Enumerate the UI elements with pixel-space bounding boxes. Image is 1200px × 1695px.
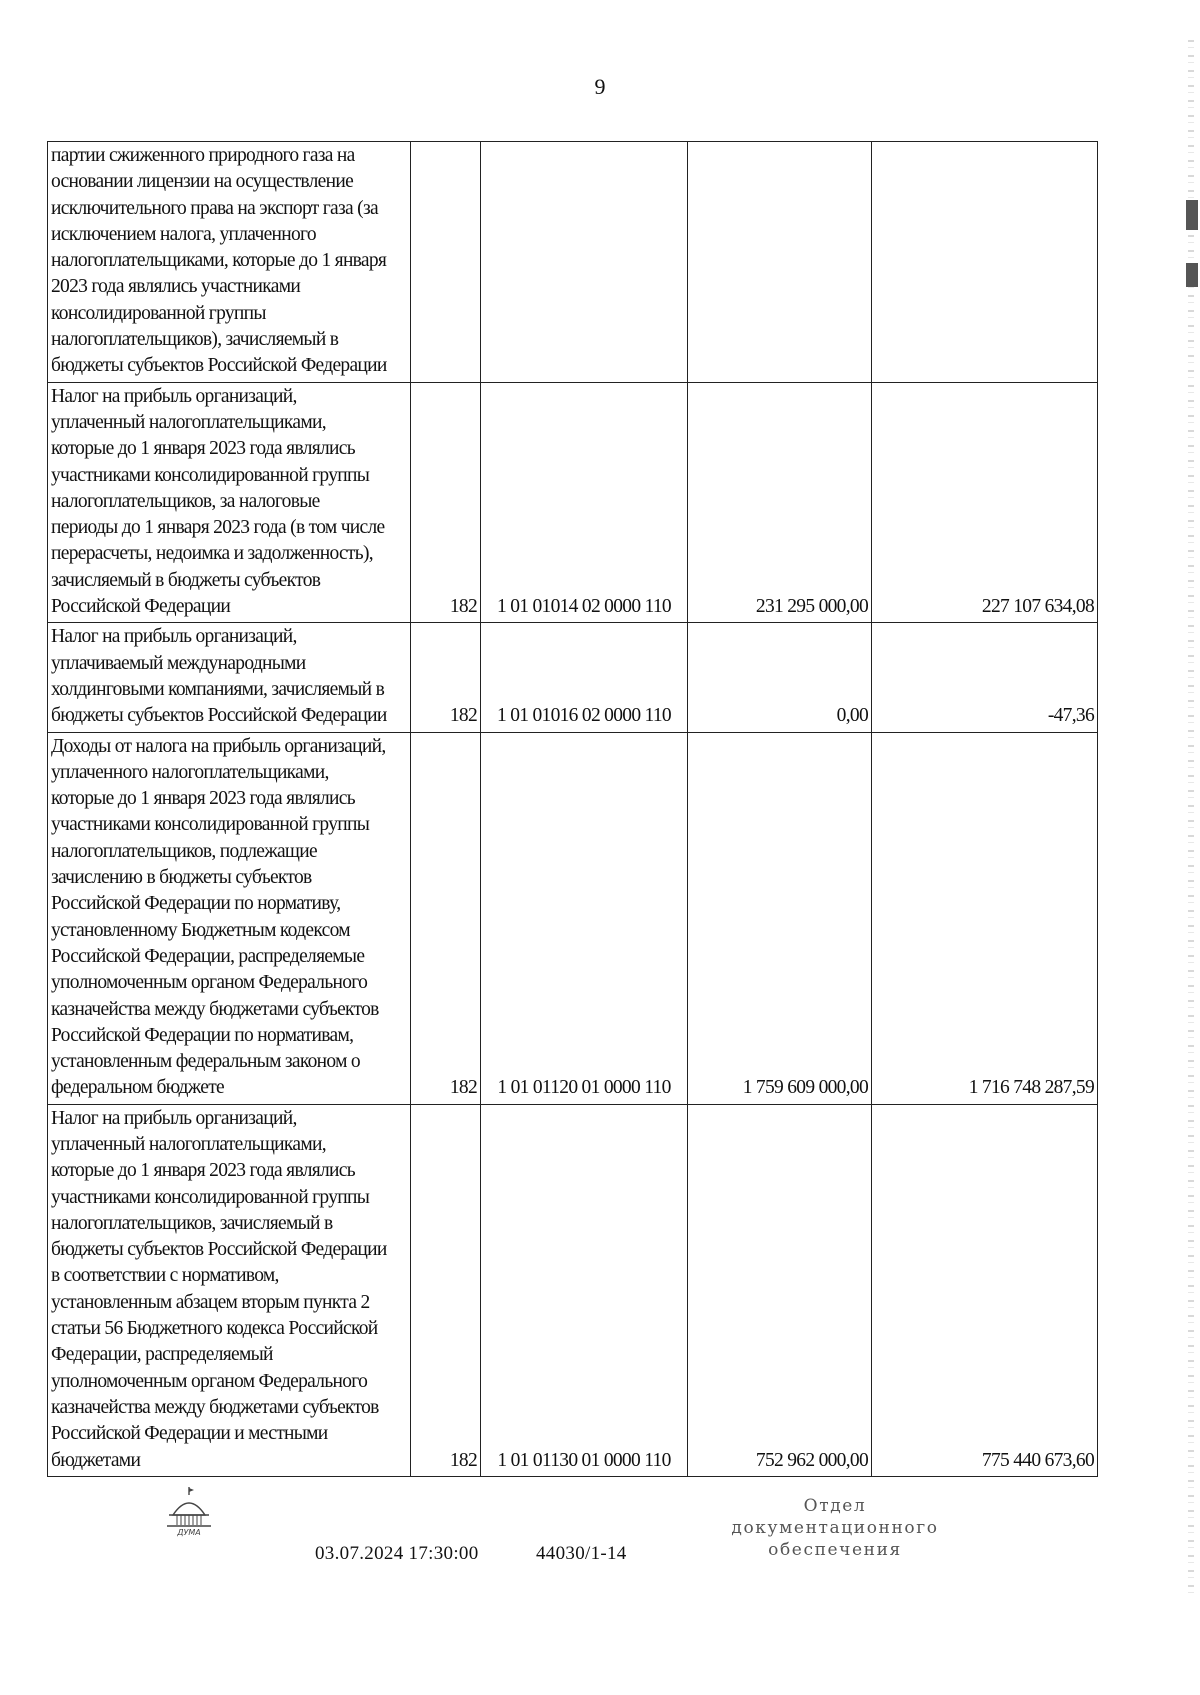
admin-code-cell: 182: [411, 732, 481, 1104]
planned-amount-cell: 0,00: [688, 623, 872, 732]
income-name-cell: партии сжиженного природного газа на основании лицензии на осуществление исключительного права на экспорт газа (за исключением налога, уплаченного налогоплательщиками, которые до 1 января 2023 года являлись участниками консолидированной группы налогоплательщиков), зачисляемый в бюджеты субъектов Российской Федерации: [48, 142, 411, 383]
department-stamp: [700, 1495, 970, 1561]
actual-amount-cell: 1 716 748 287,59: [872, 732, 1098, 1104]
planned-amount-cell: [688, 142, 872, 383]
revenue-table: [47, 141, 1098, 1477]
planned-amount-cell: 1 759 609 000,00: [688, 732, 872, 1104]
income-name-cell: Доходы от налога на прибыль организаций, уплаченного налогоплательщиками, которые до 1 января 2023 года являлись участниками консолидированной группы налогоплательщиков, подлежащие зачислению в бюджеты субъектов Российской Федерации по нормативу, установленному Бюджетным кодексом Российской Федерации, распределяемые уполномоченным органом Федерального казначейства между бюджетами субъектов Российской Федерации по нормативам, установленным федеральным законом о федеральном бюджете: [48, 732, 411, 1104]
admin-code-cell: 182: [411, 1104, 481, 1476]
actual-amount-cell: [872, 142, 1098, 383]
footer-document-number: 44030/1-14: [536, 1543, 627, 1564]
budget-classification-code-cell: 1 01 01130 01 0000 110: [481, 1104, 688, 1476]
stamp-line: Отдел документационного: [731, 1496, 939, 1538]
actual-amount-cell: 775 440 673,60: [872, 1104, 1098, 1476]
table-row: [48, 142, 1098, 383]
table-row: [48, 623, 1098, 732]
budget-classification-code-cell: 1 01 01120 01 0000 110: [481, 732, 688, 1104]
budget-classification-code-cell: 1 01 01016 02 0000 110: [481, 623, 688, 732]
duma-building-icon: [161, 1485, 217, 1537]
income-name-cell: Налог на прибыль организаций, уплаченный налогоплательщиками, которые до 1 января 2023 года являлись участниками консолидированной группы налогоплательщиков, за налоговые периоды до 1 января 2023 года (в том числе перерасчеты, недоимка и задолженность), зачисляемый в бюджеты субъектов Российской Федерации: [48, 382, 411, 623]
logo-text: ДУМА: [177, 1528, 201, 1537]
table-row: [48, 1104, 1098, 1476]
planned-amount-cell: 752 962 000,00: [688, 1104, 872, 1476]
page-number: 9: [594, 74, 606, 99]
income-name-cell: Налог на прибыль организаций, уплачиваемый международными холдинговыми компаниями, зачисляемый в бюджеты субъектов Российской Федерации: [48, 623, 411, 732]
income-name-cell: Налог на прибыль организаций, уплаченный налогоплательщиками, которые до 1 января 2023 года являлись участниками консолидированной группы налогоплательщиков, зачисляемый в бюджеты субъектов Российской Федерации в соответствии с нормативом, установленным абзацем вторым пункта 2 статьи 56 Бюджетного кодекса Российской Федерации, распределяемый уполномоченным органом Федерального казначейства между бюджетами субъектов Российской Федерации и местными бюджетами: [48, 1104, 411, 1476]
footer-date: 03.07.2024 17:30:00: [315, 1543, 479, 1564]
budget-classification-code-cell: 1 01 01014 02 0000 110: [481, 382, 688, 623]
scan-edge-mark: [1186, 200, 1198, 230]
actual-amount-cell: 227 107 634,08: [872, 382, 1098, 623]
admin-code-cell: 182: [411, 382, 481, 623]
stamp-line: обеспечения: [768, 1540, 902, 1560]
budget-classification-code-cell: [481, 142, 688, 383]
table-row: [48, 732, 1098, 1104]
admin-code-cell: 182: [411, 623, 481, 732]
planned-amount-cell: 231 295 000,00: [688, 382, 872, 623]
admin-code-cell: [411, 142, 481, 383]
actual-amount-cell: -47,36: [872, 623, 1098, 732]
table-row: [48, 382, 1098, 623]
scan-edge-mark: [1186, 263, 1198, 287]
